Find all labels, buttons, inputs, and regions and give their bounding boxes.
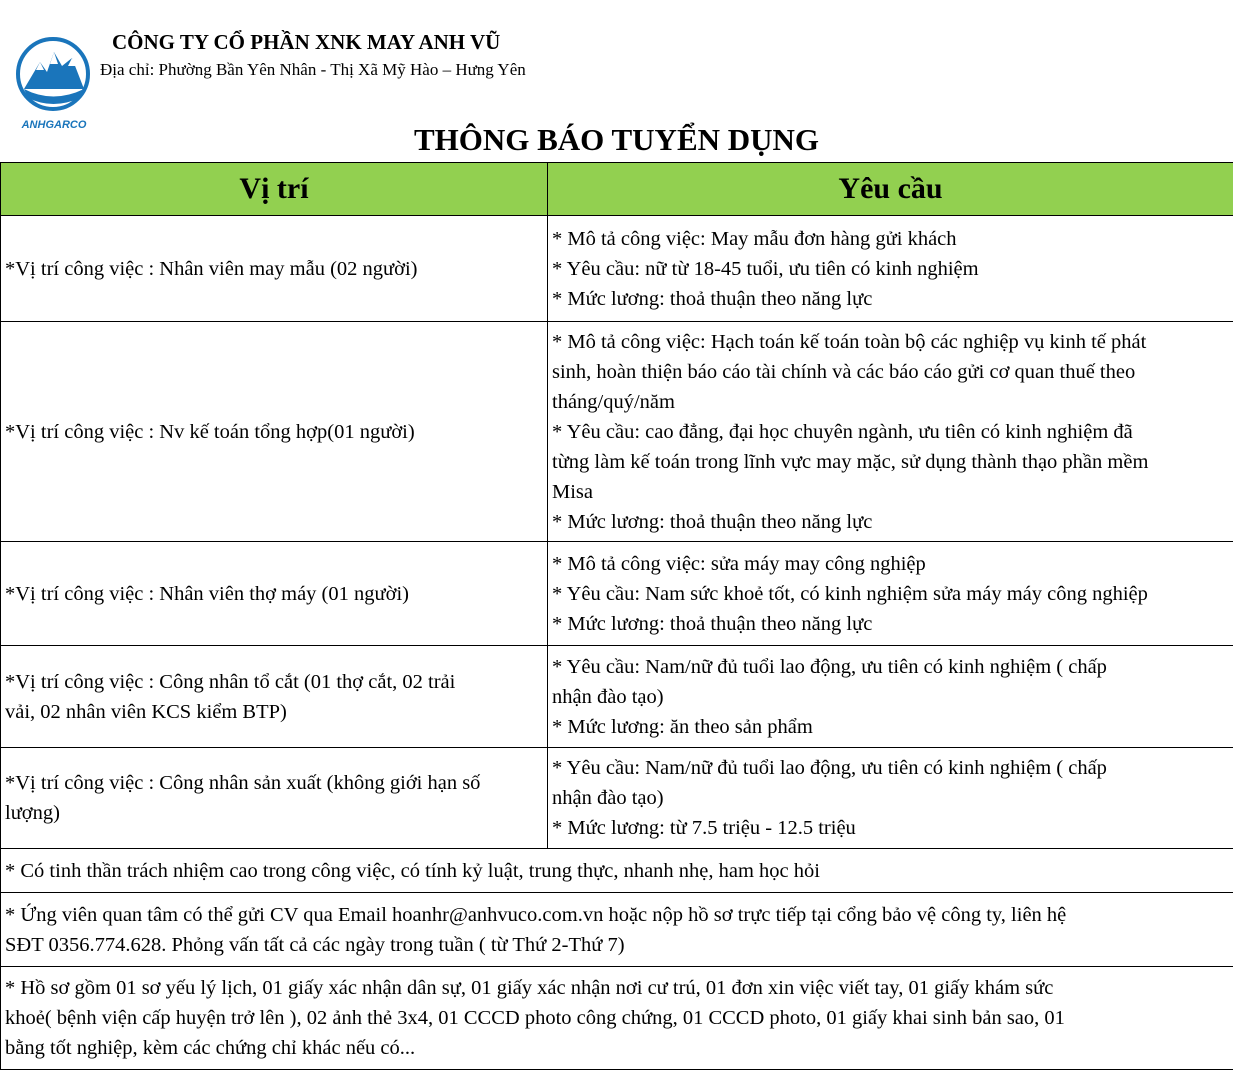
requirements-cell — [548, 216, 1233, 322]
note-line: * Hồ sơ gồm 01 sơ yếu lý lịch, 01 giấy xác nhận dân sự, 01 giấy xác nhận nơi cư trú, 01 đơn xin việc viết tay, 01 giấy khám sức — [5, 973, 1229, 1003]
recruitment-table — [0, 162, 1233, 1070]
note-line: bằng tốt nghiệp, kèm các chứng chỉ khác nếu có... — [5, 1033, 1229, 1063]
position-text: *Vị trí công việc : Công nhân tổ cắt (01 thợ cắt, 02 trải — [5, 667, 543, 697]
note-line: * Ứng viên quan tâm có thể gửi CV qua Email hoanhr@anhvuco.com.vn hoặc nộp hồ sơ trực tiếp tại cổng bảo vệ công ty, liên hệ — [5, 900, 1229, 930]
requirement-line: * Yêu cầu: Nam sức khoẻ tốt, có kinh nghiệm sửa máy máy công nghiệp — [552, 579, 1229, 609]
note-row — [1, 893, 1233, 967]
header-requirements: Yêu cầu — [548, 163, 1233, 216]
requirement-line: * Mô tả công việc: sửa máy may công nghiệp — [552, 549, 1229, 579]
table-row — [1, 542, 1233, 646]
note-cell — [1, 849, 1233, 893]
requirement-line: * Mức lương: thoả thuận theo năng lực — [552, 507, 1229, 537]
table-header-row — [1, 163, 1233, 216]
requirement-line: * Mô tả công việc: May mẫu đơn hàng gửi khách — [552, 224, 1229, 254]
position-text: *Vị trí công việc : Nhân viên may mẫu (02 người) — [5, 254, 543, 284]
requirements-cell — [548, 748, 1233, 849]
requirement-line: tháng/quý/năm — [552, 387, 1229, 417]
requirements-cell — [548, 322, 1233, 542]
requirement-line: sinh, hoàn thiện báo cáo tài chính và các báo cáo gửi cơ quan thuế theo — [552, 357, 1229, 387]
position-text: *Vị trí công việc : Nhân viên thợ máy (01 người) — [5, 579, 543, 609]
note-cell — [1, 967, 1233, 1070]
requirements-cell — [548, 646, 1233, 748]
requirement-line: * Mô tả công việc: Hạch toán kế toán toàn bộ các nghiệp vụ kinh tế phát — [552, 327, 1229, 357]
position-cell — [1, 542, 548, 646]
requirement-line: * Mức lương: ăn theo sản phẩm — [552, 712, 1229, 742]
table-row — [1, 216, 1233, 322]
table-row — [1, 748, 1233, 849]
position-text: *Vị trí công việc : Công nhân sản xuất (không giới hạn số — [5, 768, 543, 798]
position-cell — [1, 216, 548, 322]
note-cell — [1, 893, 1233, 967]
note-row — [1, 967, 1233, 1070]
requirement-line: Misa — [552, 477, 1229, 507]
requirement-line: * Yêu cầu: cao đẳng, đại học chuyên ngành, ưu tiên có kinh nghiệm đã — [552, 417, 1229, 447]
note-line: * Có tinh thần trách nhiệm cao trong công việc, có tính kỷ luật, trung thực, nhanh nhẹ, ham học hỏi — [5, 856, 1229, 886]
note-line: SĐT 0356.774.628. Phỏng vấn tất cả các ngày trong tuần ( từ Thứ 2-Thứ 7) — [5, 930, 1229, 960]
requirement-line: nhận đào tạo) — [552, 682, 1229, 712]
position-cell — [1, 322, 548, 542]
logo-wordmark: ANHGARCO — [21, 119, 87, 131]
table-row — [1, 322, 1233, 542]
requirement-line: nhận đào tạo) — [552, 783, 1229, 813]
requirement-line: * Mức lương: từ 7.5 triệu - 12.5 triệu — [552, 813, 1229, 843]
position-text: *Vị trí công việc : Nv kế toán tổng hợp(01 người) — [5, 417, 543, 447]
requirement-line: * Mức lương: thoả thuận theo năng lực — [552, 609, 1229, 639]
requirement-line: * Yêu cầu: nữ từ 18-45 tuổi, ưu tiên có kinh nghiệm — [552, 254, 1229, 284]
company-logo — [14, 34, 96, 132]
table-row — [1, 646, 1233, 748]
company-address: Địa chỉ: Phường Bần Yên Nhân - Thị Xã Mỹ Hào – Hưng Yên — [100, 60, 526, 80]
requirement-line: * Yêu cầu: Nam/nữ đủ tuổi lao động, ưu tiên có kinh nghiệm ( chấp — [552, 652, 1229, 682]
note-line: khoẻ( bệnh viện cấp huyện trở lên ), 02 ảnh thẻ 3x4, 01 CCCD photo công chứng, 01 CCCD photo, 01 giấy khai sinh bản sao, 01 — [5, 1003, 1229, 1033]
header-position: Vị trí — [1, 163, 548, 216]
company-name: CÔNG TY CỔ PHẦN XNK MAY ANH VŨ — [112, 30, 500, 55]
requirement-line: * Mức lương: thoả thuận theo năng lực — [552, 284, 1229, 314]
requirements-cell — [548, 542, 1233, 646]
position-text: vải, 02 nhân viên KCS kiểm BTP) — [5, 697, 543, 727]
note-row — [1, 849, 1233, 893]
position-cell — [1, 748, 548, 849]
mountain-logo-icon — [14, 34, 96, 132]
requirement-line: từng làm kế toán trong lĩnh vực may mặc, sử dụng thành thạo phần mềm — [552, 447, 1229, 477]
position-cell — [1, 646, 548, 748]
page-title: THÔNG BÁO TUYỂN DỤNG — [0, 122, 1233, 158]
position-text: lượng) — [5, 798, 543, 828]
requirement-line: * Yêu cầu: Nam/nữ đủ tuổi lao động, ưu tiên có kinh nghiệm ( chấp — [552, 753, 1229, 783]
